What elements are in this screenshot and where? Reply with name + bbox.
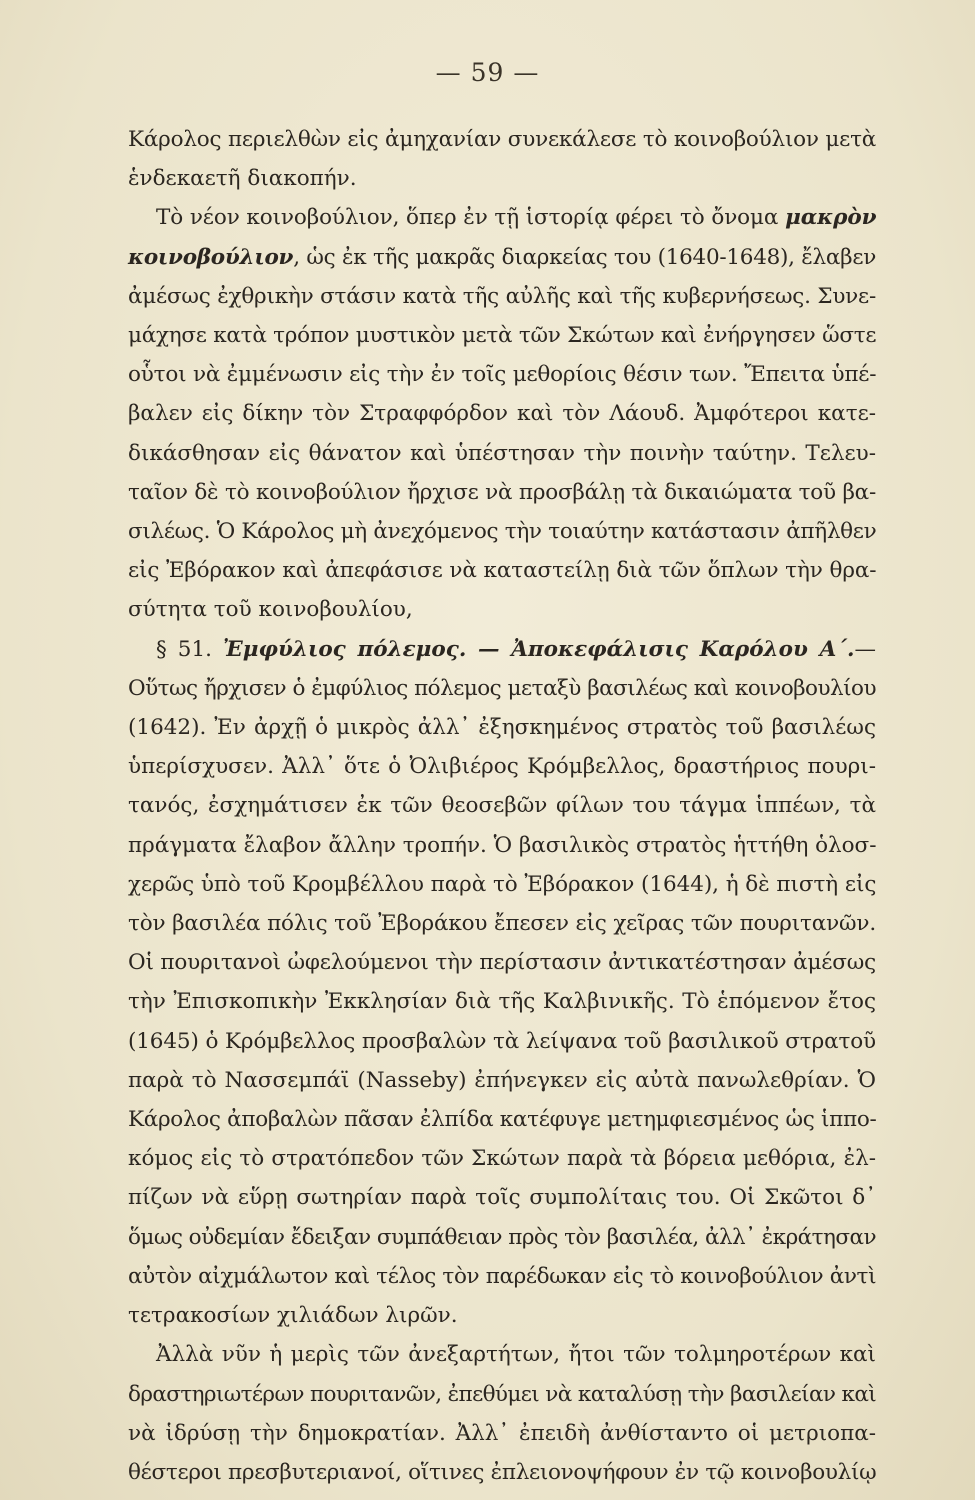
text-segment: ταῖον δὲ τὸ κοινοβούλιον ἤρχισε νὰ προσβάλῃ τὰ δικαιώματα τοῦ βα- <box>128 479 876 505</box>
text-line <box>128 1335 876 1374</box>
text-line <box>128 1100 876 1139</box>
text-line <box>128 394 876 433</box>
text-line <box>128 630 876 669</box>
text-segment: Οὕτως ἤρχισεν ὁ ἐμφύλιος πόλεμος μεταξὺ βασιλέως καὶ κοινοβουλίου <box>128 675 876 701</box>
text-segment: ὑπερίσχυσεν. Ἀλλ᾽ ὅτε ὁ Ὀλιβιέρος Κρόμβελλος, δραστήριος πουρι- <box>128 754 876 780</box>
text-segment: σιλέως. Ὁ Κάρολος μὴ ἀνεχόμενος τὴν τοιαύτην κατάστασιν ἀπῆλθεν <box>128 519 877 545</box>
text-segment: δραστηριωτέρων πουριτανῶν, ἐπεθύμει νὰ καταλύσῃ τὴν βασιλείαν καὶ <box>128 1381 877 1407</box>
text-line <box>128 316 876 355</box>
text-segment: σύτητα τοῦ κοινοβουλίου, <box>128 597 413 623</box>
text-segment: Οἱ πουριτανοὶ ὠφελούμενοι τὴν περίστασιν ἀντικατέστησαν ἀμέσως <box>128 950 877 976</box>
text-line <box>128 512 876 551</box>
text-segment: ἑνδεκαετῆ διακοπήν. <box>128 166 357 192</box>
text-segment: κόμος εἰς τὸ στρατόπεδον τῶν Σκώτων παρὰ τὰ βόρεια μεθόρια, ἐλ- <box>128 1146 876 1172</box>
text-segment: (1645) ὁ Κρόμβελλος προσβαλὼν τὰ λείψανα τοῦ βασιλικοῦ στρατοῦ <box>128 1028 876 1054</box>
text-segment: τετρακοσίων χιλιάδων λιρῶν. <box>128 1303 458 1329</box>
text-segment: δικάσθησαν εἰς θάνατον καὶ ὑπέστησαν τὴν ποινὴν ταύτην. Τελευ- <box>128 440 876 466</box>
text-line <box>128 1218 876 1257</box>
text-line <box>128 708 876 747</box>
text-line <box>128 590 876 629</box>
text-line <box>128 1414 876 1453</box>
text-line <box>128 904 876 943</box>
text-line <box>128 1022 876 1061</box>
text-line <box>128 1375 876 1414</box>
text-segment: μάχησε κατὰ τρόπον μυστικὸν μετὰ τῶν Σκώτων καὶ ἐνήργησεν ὥστε <box>128 323 877 349</box>
text-segment: πράγματα ἔλαβον ἄλλην τροπήν. Ὁ βασιλικὸς στρατὸς ἡττήθη ὁλοσ- <box>128 832 877 858</box>
text-segment: θέστεροι πρεσβυτεριανοί, οἵτινες ἐπλειονοψήφουν ἐν τῷ κοινοβουλίῳ <box>128 1459 877 1485</box>
text-line <box>128 669 876 708</box>
text-segment: παρὰ τὸ Νασσεμπάϊ (Nasseby) ἐπήνεγκεν εἰς αὐτὰ πανωλεθρίαν. Ὁ <box>128 1067 876 1093</box>
text-line <box>128 1296 876 1335</box>
text-line <box>128 355 876 394</box>
text-line <box>128 1453 876 1492</box>
text-segment: τὴν Ἐπισκοπικὴν Ἐκκλησίαν διὰ τῆς Καλβινικῆς. Τὸ ἑπόμενον ἔτος <box>128 989 876 1015</box>
text-segment: τανός, ἐσχημάτισεν ἐκ τῶν θεοσεβῶν φίλων του τάγμα ἱππέων, τὰ <box>128 793 876 819</box>
text-line <box>128 434 876 473</box>
text-segment: Κάρολος ἀποβαλὼν πᾶσαν ἐλπίδα κατέφυγε μετημφιεσμένος ὡς ἱππο- <box>128 1107 877 1133</box>
text-line <box>128 786 876 825</box>
text-segment: (1642). Ἐν ἀρχῇ ὁ μικρὸς ἀλλ᾽ ἐξησκημένος στρατὸς τοῦ βασιλέως <box>128 715 876 741</box>
text-segment: Τὸ νέον κοινοβούλιον, ὅπερ ἐν τῇ ἱστορίᾳ φέρει τὸ ὄνομα <box>156 205 786 231</box>
text-line <box>128 473 876 512</box>
text-line <box>128 1178 876 1217</box>
text-line <box>128 238 876 277</box>
text-line <box>128 198 876 237</box>
text-segment: χερῶς ὑπὸ τοῦ Κρομβέλλου παρὰ τὸ Ἐβόρακον (1644), ἡ δὲ πιστὴ εἰς <box>128 871 877 897</box>
text-line <box>128 982 876 1021</box>
text-segment: § 51. <box>156 636 224 662</box>
text-segment: — <box>854 636 876 662</box>
text-segment: τὸν βασιλέα πόλις τοῦ Ἐβοράκου ἔπεσεν εἰς χεῖρας τῶν πουριτανῶν. <box>128 911 876 937</box>
text-segment: πίζων νὰ εὕρῃ σωτηρίαν παρὰ τοῖς συμπολίταις του. Οἱ Σκῶτοι δ᾽ <box>128 1185 876 1211</box>
text-segment: , ὡς ἐκ τῆς μακρᾶς διαρκείας του (1640-1648), ἔλαβεν <box>293 244 877 270</box>
text-line <box>128 943 876 982</box>
text-line <box>128 120 876 159</box>
text-segment: νὰ ἱδρύσῃ τὴν δημοκρατίαν. Ἀλλ᾽ ἐπειδὴ ἀνθίσταντο οἱ μετριοπα- <box>128 1420 876 1446</box>
text-line <box>128 1061 876 1100</box>
text-line <box>128 1139 876 1178</box>
text-segment: ἀμέσως ἐχθρικὴν στάσιν κατὰ τῆς αὐλῆς καὶ τῆς κυβερνήσεως. Συνε- <box>128 283 876 309</box>
page-number: — 59 — <box>435 58 540 87</box>
text-segment: εἰς Ἐβόρακον καὶ ἀπεφάσισε νὰ καταστείλῃ διὰ τῶν ὅπλων τὴν θρα- <box>128 558 877 584</box>
emphasized-text: Ἐμφύλιος πόλεμος. — Ἀποκεφάλισις Καρόλου Α΄. <box>223 636 855 662</box>
text-line <box>128 551 876 590</box>
text-segment: οὗτοι νὰ ἐμμένωσιν εἰς τὴν ἐν τοῖς μεθορίοις θέσιν των. Ἔπειτα ὑπέ- <box>128 362 877 388</box>
text-line <box>128 747 876 786</box>
text-segment: Κάρολος περιελθὼν εἰς ἀμηχανίαν συνεκάλεσε τὸ κοινοβούλιον μετὰ <box>128 127 877 152</box>
text-line <box>128 865 876 904</box>
text-line <box>128 1257 876 1296</box>
text-line <box>128 826 876 865</box>
emphasized-text: κοινοβούλιον <box>128 244 294 270</box>
text-line <box>128 159 876 198</box>
body-text <box>128 120 876 1492</box>
text-line <box>128 277 876 316</box>
emphasized-text: μακρὸν <box>785 205 877 231</box>
text-segment: βαλεν εἰς δίκην τὸν Στραφφόρδον καὶ τὸν Λάουδ. Ἀμφότεροι κατε- <box>128 401 876 427</box>
text-segment: αὐτὸν αἰχμάλωτον καὶ τέλος τὸν παρέδωκαν εἰς τὸ κοινοβούλιον ἀντὶ <box>128 1263 877 1289</box>
text-segment: Ἀλλὰ νῦν ἡ μερὶς τῶν ἀνεξαρτήτων, ἤτοι τῶν τολμηροτέρων καὶ <box>156 1342 876 1368</box>
text-segment: ὅμως οὐδεμίαν ἔδειξαν συμπάθειαν πρὸς τὸν βασιλέα, ἀλλ᾽ ἐκράτησαν <box>128 1224 876 1250</box>
